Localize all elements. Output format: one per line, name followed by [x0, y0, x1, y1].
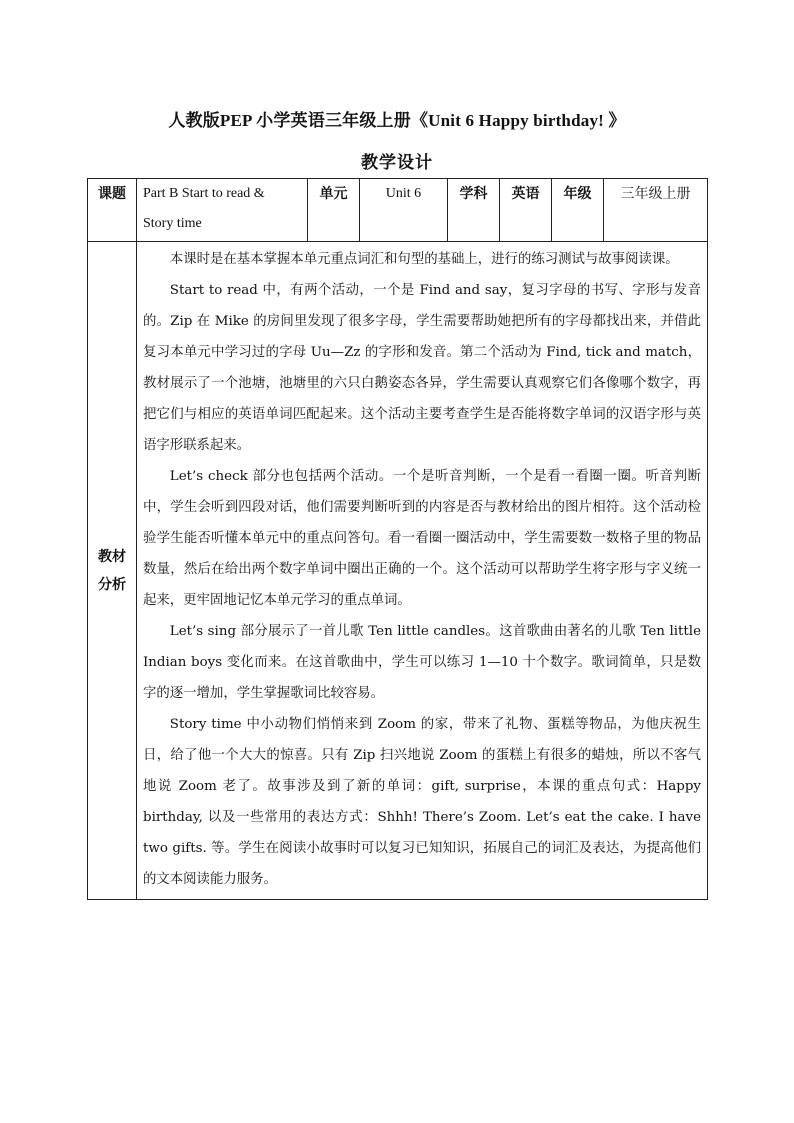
analysis-label-line2: 分析 [98, 576, 126, 593]
analysis-label [88, 242, 137, 900]
analysis-row [88, 242, 708, 900]
unit-value: Unit 6 [360, 179, 448, 242]
topic-label: 课题 [88, 179, 137, 242]
analysis-paragraph: Start to read 中，有两个活动，一个是 Find and say，复习字母的书写、字形与发音的。Zip 在 Mike 的房间里发现了很多字母，学生需要帮助她把所有的字母都找出来，并借此复习本单元中学习过的字母 Uu—Zz 的字形和发音。第二个活动为 Find, tick and match，教材展示了一个池塘，池塘里的六只白鹅姿态各异，学生需要认真观察它们各像哪个数字，再把它们与相应的英语单词匹配起来。这个活动主要考查学生是否能将数字单词的汉语字形与英语字形联系起来。 [143, 283, 701, 453]
analysis-paragraph: Story time 中小动物们悄悄来到 Zoom 的家，带来了礼物、蛋糕等物品，为他庆祝生日，给了他一个大大的惊喜。只有 Zip 扫兴地说 Zoom 的蛋糕上有很多的蜡烛，所以不客气地说 Zoom 老了。故事涉及到了新的单词：gift, surprise，本课的重点句式：Happy birthday, 以及一些常用的表达方式：Shhh! There’s Zoom. Let’s eat the cake. I have two gifts. 等。学生在阅读小故事时可以复习已知知识，拓展自己的词汇及表达，为提高他们的文本阅读能力服务。 [143, 717, 701, 887]
subject-value: 英语 [500, 179, 552, 242]
analysis-paragraph: 本课时是在基本掌握本单元重点词汇和句型的基础上，进行的练习测试与故事阅读课。 [169, 252, 679, 267]
subject-label: 学科 [448, 179, 500, 242]
grade-label: 年级 [552, 179, 604, 242]
analysis-content [137, 242, 708, 900]
document-subtitle: 教学设计 [361, 153, 433, 173]
document-title: 人教版PEP 小学英语三年级上册《Unit 6 Happy birthday! 》 [168, 111, 626, 130]
topic-value-line2: Story time [143, 216, 202, 231]
unit-label: 单元 [308, 179, 360, 242]
topic-value [137, 179, 308, 242]
header-row [88, 179, 708, 242]
topic-value-line1: Part B Start to read & [143, 186, 265, 201]
analysis-paragraph: Let’s sing 部分展示了一首儿歌 Ten little candles。这首歌曲由著名的儿歌 Ten little Indian boys 变化而来。在这首歌曲中，学生可以练习 1—10 十个数字。歌词简单，只是数字的逐一增加，学生掌握歌词比较容易。 [143, 624, 701, 701]
grade-value: 三年级上册 [604, 179, 708, 242]
analysis-label-line1: 教材 [98, 548, 126, 565]
lesson-design-table [87, 178, 708, 900]
analysis-paragraph: Let’s check 部分也包括两个活动。一个是听音判断，一个是看一看圈一圈。听音判断中，学生会听到四段对话，他们需要判断听到的内容是否与教材给出的图片相符。这个活动检验学生能否听懂本单元中的重点问答句。看一看圈一圈活动中，学生需要数一数格子里的物品数量，然后在给出两个数字单词中圈出正确的一个。这个活动可以帮助学生将字形与字义统一起来，更牢固地记忆本单元学习的重点单词。 [143, 469, 701, 608]
